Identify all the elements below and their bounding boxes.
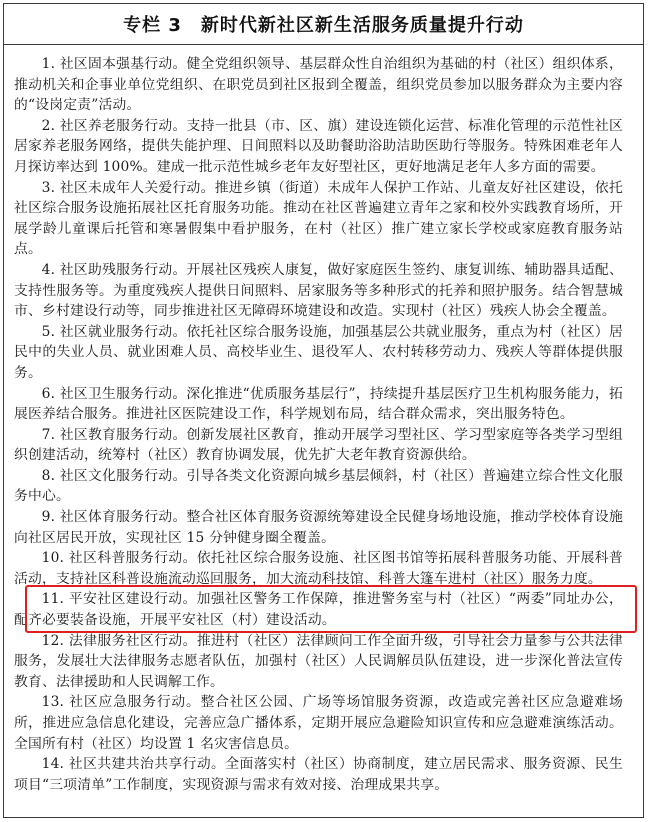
item-paragraph-highlighted: 11. 平安社区建设行动。加强社区警务工作保障，推进警务室与村（社区）“两委”同址办公，配齐必要装备设施，开展平安社区（村）建设活动。 <box>14 591 623 629</box>
column-title-bar <box>4 4 643 45</box>
item-paragraph: 4. 社区助残服务行动。开展社区残疾人康复，做好家庭医生签约、康复训练、辅助器具适配、支持性服务等。为重度残疾人提供日间照料、居家服务等多种形式的托养和照护服务。结合智慧城市、乡村建设行动等，同步推进社区无障碍环境建设和改造。实现村（社区）残疾人协会全覆盖。 <box>14 261 623 320</box>
item-paragraph: 5. 社区就业服务行动。依托社区综合服务设施，加强基层公共就业服务，重点为村（社区）居民中的失业人员、就业困难人员、高校毕业生、退役军人、农村转移劳动力、残疾人等群体提供服务。 <box>14 323 623 381</box>
item-paragraph: 10. 社区科普服务行动。依托社区综合服务设施、社区图书馆等拓展科普服务功能、开展科普活动，支持社区科普设施流动巡回服务，加大流动科技馆、科普大篷车进村（社区）服务力度。 <box>14 550 623 587</box>
item-paragraph: 2. 社区养老服务行动。支持一批县（市、区、旗）建设连锁化运营、标准化管理的示范性社区居家养老服务网络，提供失能护理、日间照料以及助餐助浴助洁助医助行等服务。特殊困难老年人月探访率达到 100%。建成一批示范性城乡老年友好型社区，更好地满足老年人多方面的需要。 <box>14 117 623 175</box>
item-paragraph: 13. 社区应急服务行动。整合社区公园、广场等场馆服务资源，改造或完善社区应急避难场所，推进应急信息化建设，完善应急广播体系，定期开展应急避险知识宣传和应急避难演练活动。全国所有村（社区）均设置 1 名灾害信息员。 <box>14 694 623 752</box>
item-paragraph: 7. 社区教育服务行动。创新发展社区教育，推动开展学习型社区、学习型家庭等各类学习型组织创建活动，统筹村（社区）教育协调发展，优先扩大老年教育资源供给。 <box>14 426 623 464</box>
item-paragraph: 9. 社区体育服务行动。整合社区体育服务资源统筹建设全民健身场地设施，推动学校体育设施向社区居民开放，实现社区 15 分钟健身圈全覆盖。 <box>14 509 623 546</box>
item-paragraph: 1. 社区固本强基行动。健全党组织领导、基层群众性自治组织为基础的村（社区）组织体系，推动机关和企事业单位党组织、在职党员到社区报到全覆盖，组织党员参加以服务群众为主要内容的“设岗定责”活动。 <box>14 56 623 114</box>
item-paragraph: 8. 社区文化服务行动。引导各类文化资源向城乡基层倾斜，村（社区）普遍建立综合性文化服务中心。 <box>14 467 623 505</box>
item-paragraph: 12. 法律服务社区行动。推进村（社区）法律顾问工作全面升级，引导社会力量参与公共法律服务，发展壮大法律服务志愿者队伍，加强村（社区）人民调解员队伍建设，进一步深化普法宣传教育、法律援助和人民调解工作。 <box>14 632 623 690</box>
column-title: 专栏 3 新时代新社区新生活服务质量提升行动 <box>123 15 524 36</box>
item-paragraph: 3. 社区未成年人关爱行动。推进乡镇（街道）未成年人保护工作站、儿童友好社区建设，依托社区综合服务设施拓展社区托育服务功能。推动在社区普遍建立青年之家和校外实践教育场所，开展学龄儿童课后托管和寒暑假集中看护服务，在村（社区）推广建立家长学校或家庭教育服务站点。 <box>14 179 623 258</box>
item-paragraph: 14. 社区共建共治共享行动。全面落实村（社区）协商制度，建立居民需求、服务资源、民生项目“三项清单”工作制度，实现资源与需求有效对接、治理成果共享。 <box>14 756 623 793</box>
column-body <box>14 54 623 795</box>
item-paragraph: 6. 社区卫生服务行动。深化推进“优质服务基层行”，持续提升基层医疗卫生机构服务能力，拓展医养结合服务。推进社区医院建设工作，科学规划布局，结合群众需求，突出服务特色。 <box>14 385 623 423</box>
